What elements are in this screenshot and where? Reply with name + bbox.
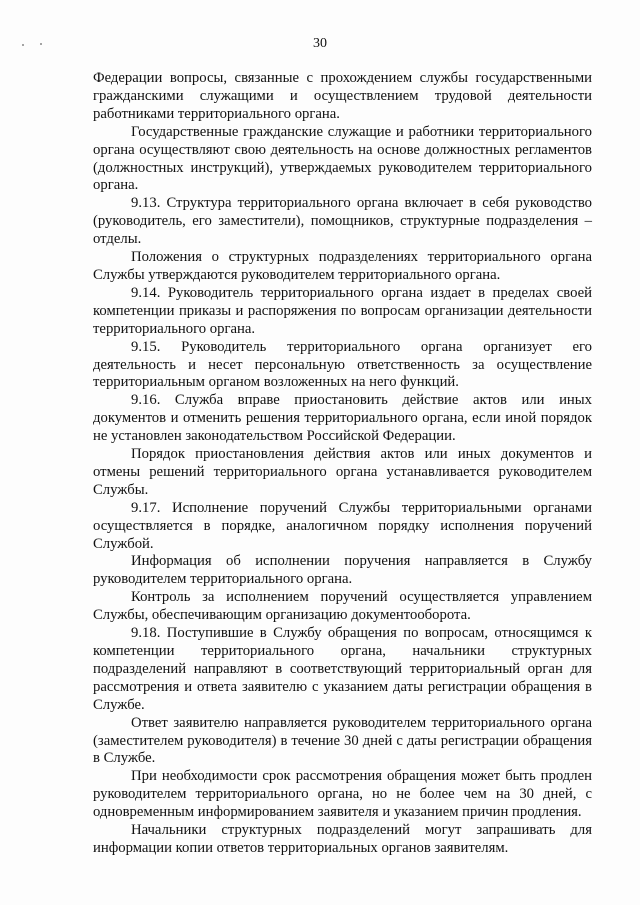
paragraph: 9.17. Исполнение поручений Службы территориальными органами осуществляется в порядке, аналогичном порядку исполнения поручений Службой. xyxy=(93,499,592,552)
paragraph: 9.15. Руководитель территориального органа организует его деятельность и несет персональную ответственность за осуществление территориальным органом возложенных на него функций. xyxy=(93,338,592,391)
paragraph: Положения о структурных подразделениях территориального органа Службы утверждаются руководителем территориального органа. xyxy=(93,249,592,283)
paragraph: 9.14. Руководитель территориального органа издает в пределах своей компетенции приказы и распоряжения по вопросам организации деятельности территориального органа. xyxy=(93,284,592,337)
document-body xyxy=(93,70,592,858)
page-number: 30 xyxy=(313,36,327,51)
paragraph: 9.16. Служба вправе приостановить действие актов или иных документов и отменить решения территориального органа, если иной порядок не установлен законодательством Российской Федерации. xyxy=(93,392,592,445)
paragraph: Государственные гражданские служащие и работники территориального органа осуществляют свою деятельность на основе должностных регламентов (должностных инструкций), утверждаемых руководителем территориального органа. xyxy=(93,123,592,194)
paragraph: Порядок приостановления действия актов или иных документов и отмены решений территориального органа устанавливается руководителем Службы. xyxy=(93,446,592,498)
paragraph: Ответ заявителю направляется руководителем территориального органа (заместителем руководителя) в течение 30 дней с даты регистрации обращения в Службе. xyxy=(93,714,592,767)
paragraph: При необходимости срок рассмотрения обращения может быть продлен руководителем территориального органа, но не более чем на 30 дней, с одновременным информированием заявителя и указанием причин продления. xyxy=(93,768,592,821)
paragraph: 9.18. Поступившие в Службу обращения по вопросам, относящимся к компетенции территориального органа, начальники структурных подразделений направляют в соответствующий территориальный орган для рассмотрения и ответа заявителю с указанием даты регистрации обращения в Службе. xyxy=(93,625,592,713)
paragraph: Начальники структурных подразделений могут запрашивать для информации копии ответов территориальных органов заявителям. xyxy=(93,822,592,856)
paragraph: 9.13. Структура территориального органа включает в себя руководство (руководитель, его заместители), помощников, структурные подразделения – отделы. xyxy=(93,195,592,248)
paragraph: Федерации вопросы, связанные с прохождением службы государственными гражданскими служащими и осуществлением трудовой деятельности работниками территориального органа. xyxy=(93,70,592,122)
paragraph: Информация об исполнении поручения направляется в Службу руководителем территориального органа. xyxy=(93,553,592,588)
paragraph: Контроль за исполнением поручений осуществляется управлением Службы, обеспечивающим организацию документооборота. xyxy=(93,589,592,624)
